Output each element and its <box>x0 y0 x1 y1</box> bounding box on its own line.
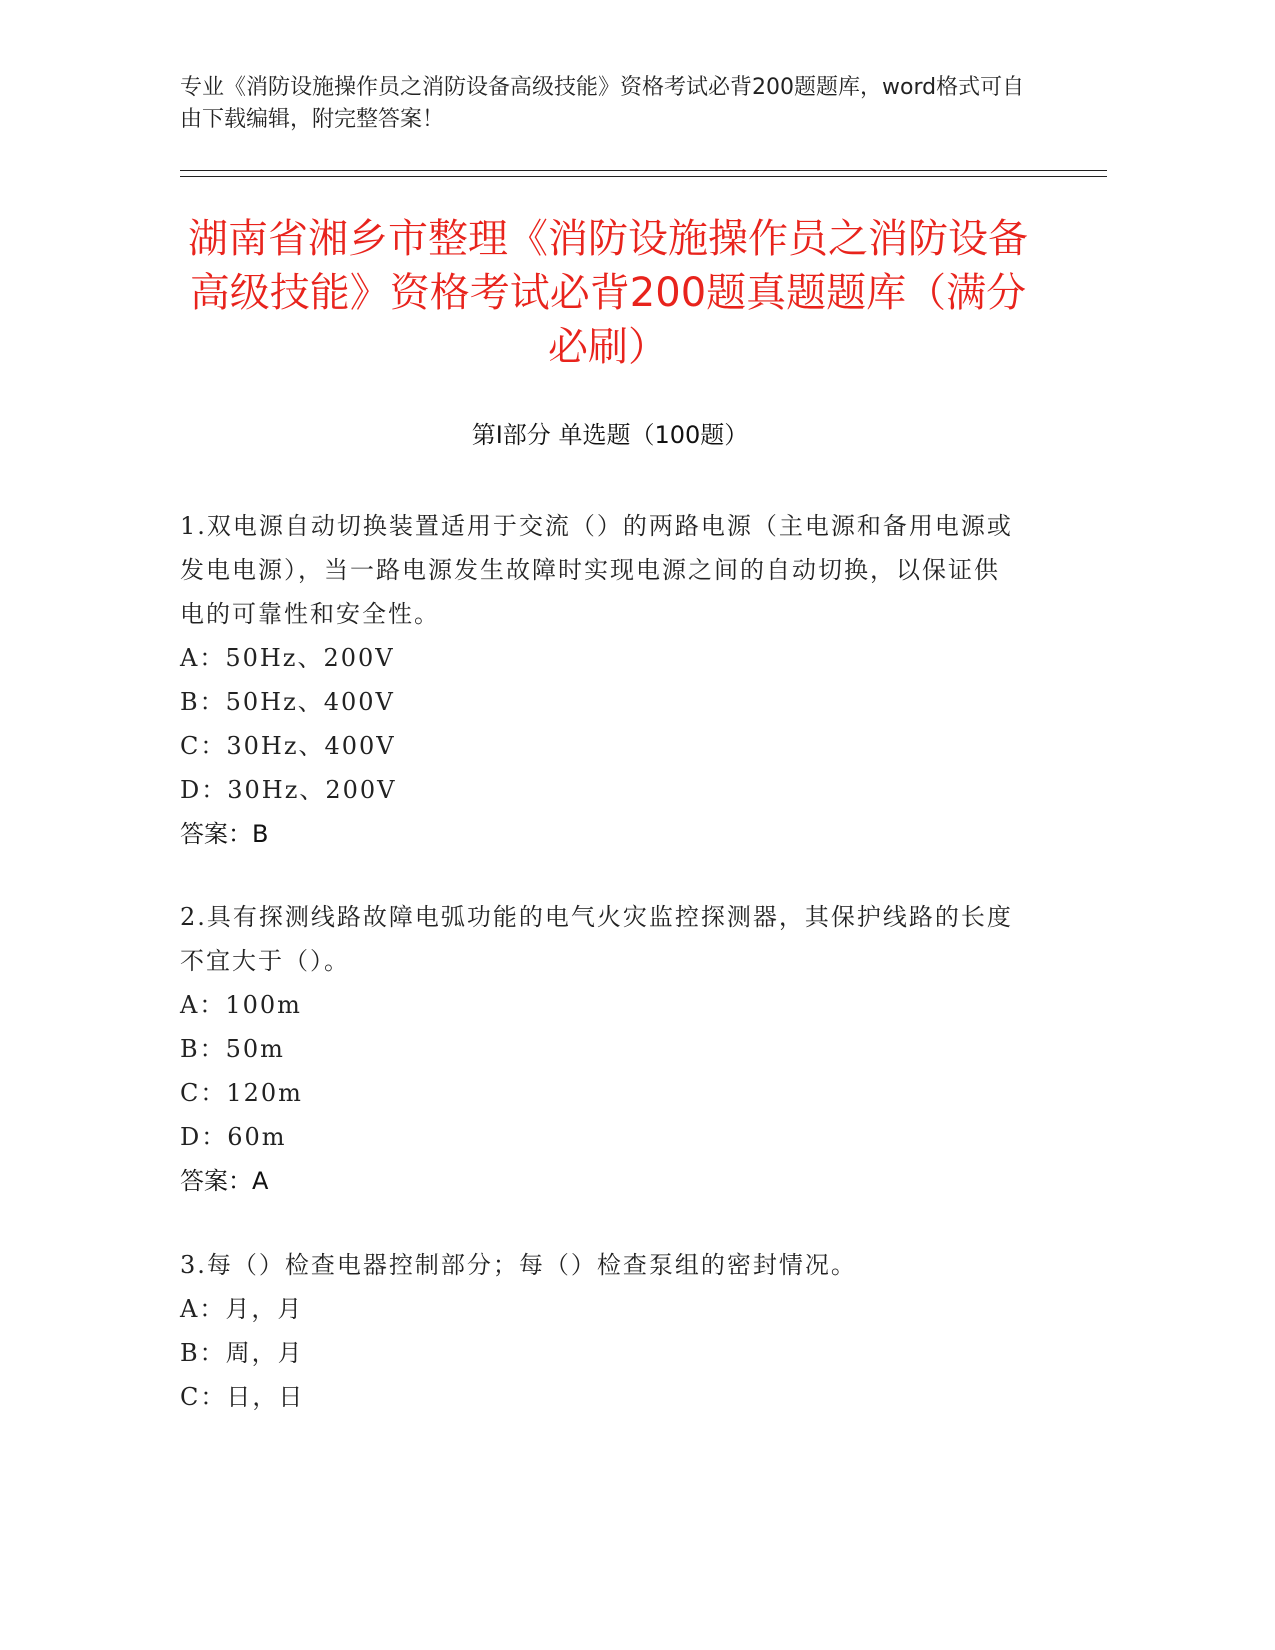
question-3 <box>180 1243 1025 1419</box>
document-title: 湖南省湘乡市整理《消防设施操作员之消防设备高级技能》资格考试必背200题真题题库（满分必刷） <box>188 216 1028 370</box>
option-a: A：50Hz、200V <box>180 644 395 672</box>
option-c: C：日，日 <box>180 1383 305 1411</box>
section-heading: 第Ⅰ部分 单选题（100题） <box>471 421 749 449</box>
answer-label: 答案：A <box>180 1167 269 1195</box>
question-stem: 1.双电源自动切换装置适用于交流（）的两路电源（主电源和备用电源或发电电源），当一路电源发生故障时实现电源之间的自动切换，以保证供电的可靠性和安全性。 <box>180 512 1013 628</box>
option-c: C：120m <box>180 1079 303 1107</box>
header-divider-bottom <box>180 176 1107 177</box>
answer-label: 答案：B <box>180 820 269 848</box>
question-1 <box>180 504 1025 856</box>
option-b: B：50m <box>180 1035 285 1063</box>
question-stem: 3.每（）检查电器控制部分；每（）检查泵组的密封情况。 <box>180 1251 857 1279</box>
option-a: A：月，月 <box>180 1295 304 1323</box>
option-b: B：50Hz、400V <box>180 688 395 716</box>
option-d: D：60m <box>180 1123 287 1151</box>
header-divider-top <box>180 170 1107 171</box>
option-c: C：30Hz、400V <box>180 732 396 760</box>
question-2 <box>180 895 1025 1203</box>
question-stem: 2.具有探测线路故障电弧功能的电气火灾监控探测器，其保护线路的长度不宜大于（）。 <box>180 903 1013 975</box>
header-note: 专业《消防设施操作员之消防设备高级技能》资格考试必背200题题库，word格式可自由下载编辑，附完整答案！ <box>180 75 1025 132</box>
option-d: D：30Hz、200V <box>180 776 397 804</box>
option-a: A：100m <box>180 991 302 1019</box>
option-b: B：周，月 <box>180 1339 304 1367</box>
